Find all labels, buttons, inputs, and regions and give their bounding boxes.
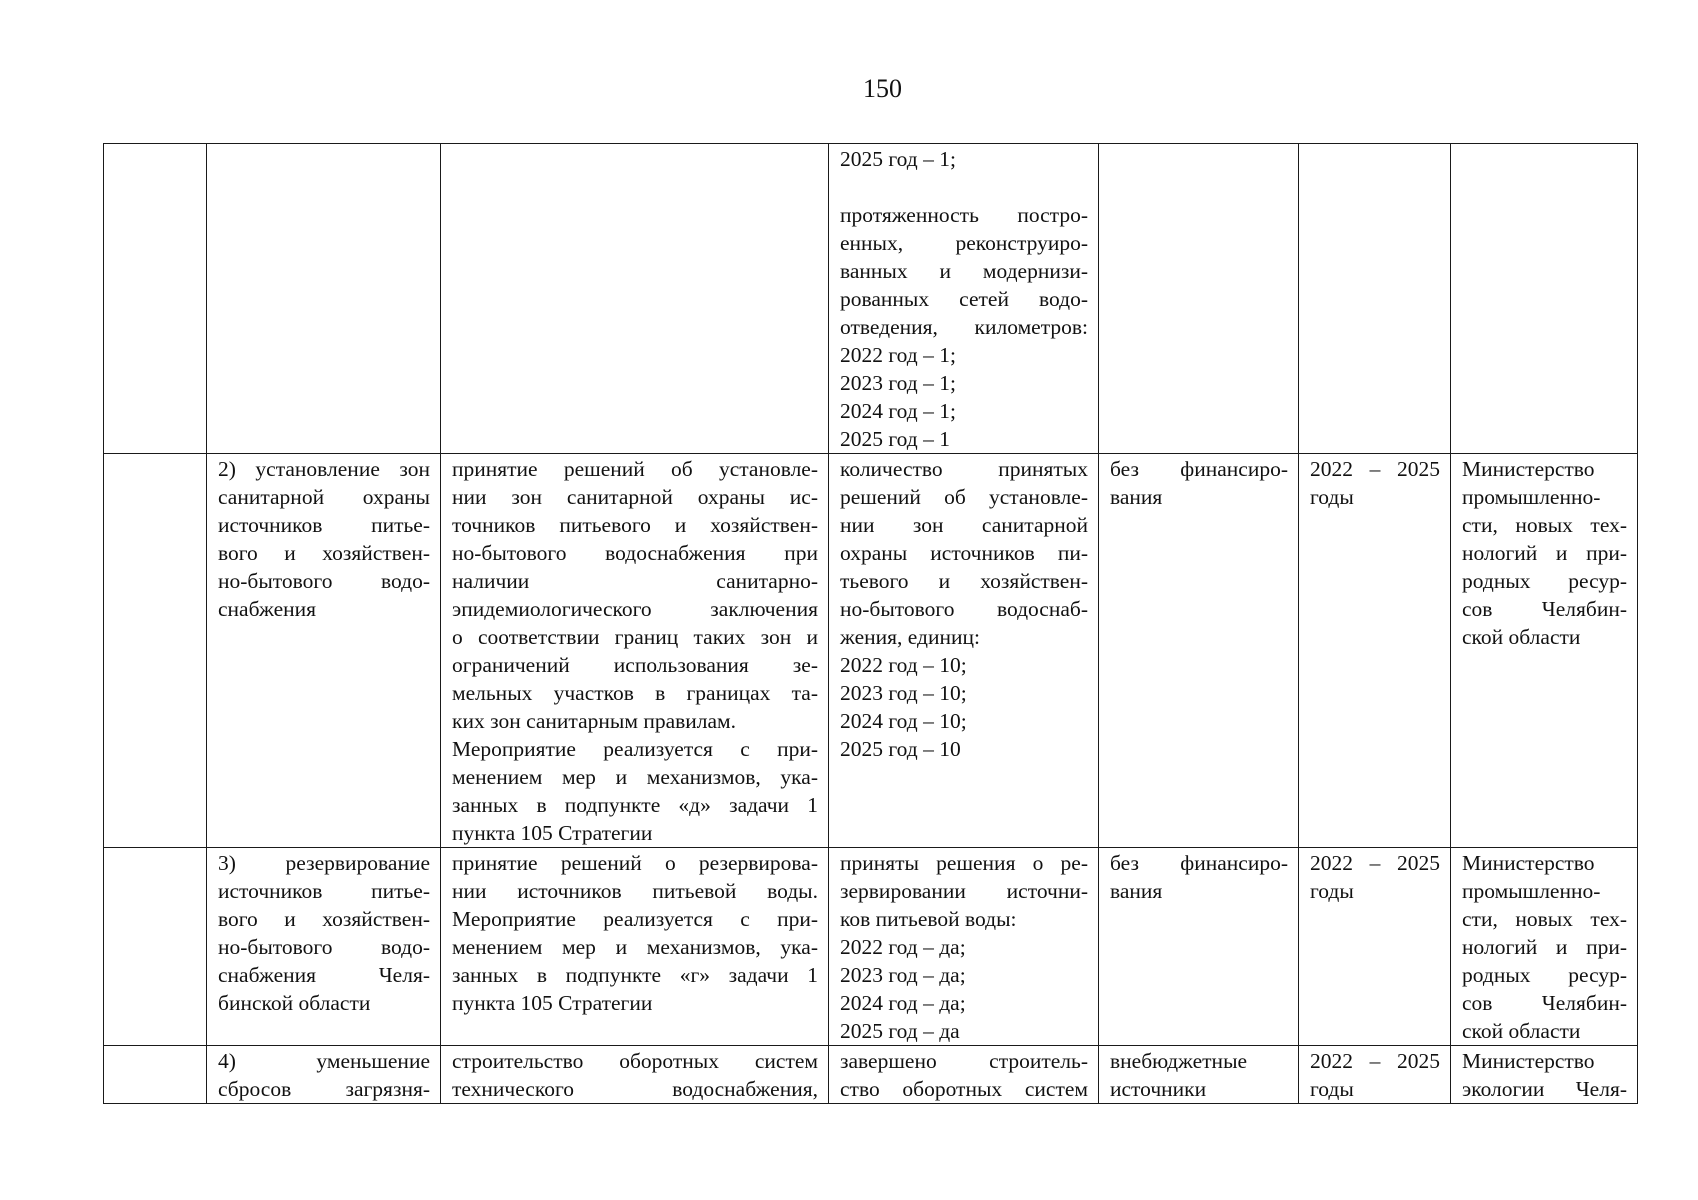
cell-line: ванных и модернизи- bbox=[840, 259, 1088, 283]
cell-line: отведения, километров: bbox=[840, 315, 1088, 339]
cell-line: вого и хозяйствен- bbox=[218, 541, 430, 565]
cell-line: сов Челябин- bbox=[1462, 991, 1627, 1015]
cell-line: енных, реконструиро- bbox=[840, 231, 1088, 255]
cell-line: Мероприятие реализуется с при- bbox=[452, 907, 818, 931]
task-cell bbox=[207, 144, 441, 454]
row-number-cell bbox=[104, 454, 207, 848]
cell-line: пункта 105 Стратегии bbox=[452, 991, 653, 1015]
cell-line: принятие решений об установле- bbox=[452, 457, 818, 481]
cell-line: технического водоснабжения, bbox=[452, 1077, 818, 1101]
cell-line: приняты решения о ре- bbox=[840, 851, 1088, 875]
content-cell bbox=[441, 454, 829, 848]
cell-line: но-бытового водо- bbox=[218, 569, 430, 593]
executor-cell bbox=[1451, 848, 1638, 1046]
cell-line: Министерство bbox=[1462, 851, 1595, 875]
cell-line: 2025 год – да bbox=[840, 1019, 960, 1043]
cell-line: бинской области bbox=[218, 991, 371, 1015]
cell-line: ких зон санитарным правилам. bbox=[452, 709, 737, 733]
cell-line: рованных сетей водо- bbox=[840, 287, 1088, 311]
task-cell bbox=[207, 454, 441, 848]
cell-line: 2025 год – 1 bbox=[840, 427, 950, 451]
cell-line: 2022 – 2025 bbox=[1310, 851, 1440, 875]
cell-line: принятие решений о резервирова- bbox=[452, 851, 818, 875]
cell-line: 2025 год – 1; bbox=[840, 147, 956, 171]
cell-line: 3) резервирование bbox=[218, 851, 430, 875]
period-cell bbox=[1299, 454, 1451, 848]
cell-line: санитарной охраны bbox=[218, 485, 430, 509]
cell-line: 2024 год – 1; bbox=[840, 399, 956, 423]
cell-line: годы bbox=[1310, 1077, 1354, 1101]
cell-line: годы bbox=[1310, 485, 1354, 509]
cell-line: но-бытового водоснаб- bbox=[840, 597, 1088, 621]
period-cell bbox=[1299, 1046, 1451, 1104]
cell-line: источников питье- bbox=[218, 879, 430, 903]
cell-line: нологий и при- bbox=[1462, 541, 1627, 565]
cell-line: без финансиро- bbox=[1110, 851, 1288, 875]
cell-line: вания bbox=[1110, 485, 1163, 509]
task-cell bbox=[207, 1046, 441, 1104]
cell-line: 2023 год – 1; bbox=[840, 371, 956, 395]
cell-line bbox=[840, 173, 1088, 201]
content-cell bbox=[441, 848, 829, 1046]
financing-source-cell bbox=[1099, 144, 1299, 454]
cell-line: ство оборотных систем bbox=[840, 1077, 1088, 1101]
executor-cell bbox=[1451, 144, 1638, 454]
period-cell bbox=[1299, 848, 1451, 1046]
cell-line: Мероприятие реализуется с при- bbox=[452, 737, 818, 761]
row-number-cell bbox=[104, 1046, 207, 1104]
cell-line: занных в подпункте «г» задачи 1 bbox=[452, 963, 818, 987]
cell-line: ской области bbox=[1462, 625, 1581, 649]
financing-source-cell bbox=[1099, 1046, 1299, 1104]
cell-line: родных ресур- bbox=[1462, 963, 1627, 987]
cell-line: 2022 – 2025 bbox=[1310, 457, 1440, 481]
cell-line: снабжения bbox=[218, 597, 317, 621]
result-indicator-cell bbox=[829, 144, 1099, 454]
cell-line: источников питье- bbox=[218, 513, 430, 537]
table-row bbox=[104, 848, 1638, 1046]
row-number-cell bbox=[104, 144, 207, 454]
cell-line: промышленно- bbox=[1462, 485, 1601, 509]
table-row bbox=[104, 144, 1638, 454]
result-indicator-cell bbox=[829, 848, 1099, 1046]
cell-line: завершено строитель- bbox=[840, 1049, 1088, 1073]
row-number-cell bbox=[104, 848, 207, 1046]
cell-line: занных в подпункте «д» задачи 1 bbox=[452, 793, 818, 817]
cell-line: зервировании источни- bbox=[840, 879, 1088, 903]
table-row bbox=[104, 454, 1638, 848]
executor-cell bbox=[1451, 454, 1638, 848]
cell-line: сти, новых тех- bbox=[1462, 513, 1627, 537]
cell-line: решений об установле- bbox=[840, 485, 1088, 509]
cell-line: пункта 105 Стратегии bbox=[452, 821, 653, 845]
cell-line: Министерство bbox=[1462, 457, 1595, 481]
cell-line: 2023 год – 10; bbox=[840, 681, 967, 705]
cell-line: 4) уменьшение bbox=[218, 1049, 430, 1073]
cell-line: 2022 год – 10; bbox=[840, 653, 967, 677]
cell-line: нологий и при- bbox=[1462, 935, 1627, 959]
cell-line: о соответствии границ таких зон и bbox=[452, 625, 818, 649]
cell-line: 2022 – 2025 bbox=[1310, 1049, 1440, 1073]
cell-line: эпидемиологического заключения bbox=[452, 597, 818, 621]
cell-line: нии зон санитарной bbox=[840, 513, 1088, 537]
financing-source-cell bbox=[1099, 848, 1299, 1046]
cell-line: тьевого и хозяйствен- bbox=[840, 569, 1088, 593]
cell-line: мельных участков в границах та- bbox=[452, 681, 818, 705]
cell-line: без финансиро- bbox=[1110, 457, 1288, 481]
cell-line: 2023 год – да; bbox=[840, 963, 966, 987]
cell-line: количество принятых bbox=[840, 457, 1088, 481]
cell-line: точников питьевого и хозяйствен- bbox=[452, 513, 818, 537]
cell-line: нии источников питьевой воды. bbox=[452, 879, 818, 903]
cell-line: ской области bbox=[1462, 1019, 1581, 1043]
cell-line: вания bbox=[1110, 879, 1163, 903]
executor-cell bbox=[1451, 1046, 1638, 1104]
cell-line: менением мер и механизмов, ука- bbox=[452, 935, 818, 959]
cell-line: охраны источников пи- bbox=[840, 541, 1088, 565]
cell-line: 2024 год – 10; bbox=[840, 709, 967, 733]
cell-line: 2025 год – 10 bbox=[840, 737, 961, 761]
cell-line: жения, единиц: bbox=[840, 625, 980, 649]
cell-line: промышленно- bbox=[1462, 879, 1601, 903]
cell-line: менением мер и механизмов, ука- bbox=[452, 765, 818, 789]
cell-line: нии зон санитарной охраны ис- bbox=[452, 485, 818, 509]
cell-line: ков питьевой воды: bbox=[840, 907, 1017, 931]
cell-line: наличии санитарно- bbox=[452, 569, 818, 593]
table-row bbox=[104, 1046, 1638, 1104]
cell-line: 2) установление зон bbox=[218, 457, 430, 481]
cell-line: сбросов загрязня- bbox=[218, 1077, 430, 1101]
cell-line: строительство оборотных систем bbox=[452, 1049, 818, 1073]
cell-line: снабжения Челя- bbox=[218, 963, 430, 987]
cell-line: но-бытового водоснабжения при bbox=[452, 541, 818, 565]
task-cell bbox=[207, 848, 441, 1046]
cell-line: сов Челябин- bbox=[1462, 597, 1627, 621]
cell-line: 2024 год – да; bbox=[840, 991, 966, 1015]
cell-line: родных ресур- bbox=[1462, 569, 1627, 593]
content-cell bbox=[441, 144, 829, 454]
cell-line: 2022 год – 1; bbox=[840, 343, 956, 367]
content-cell bbox=[441, 1046, 829, 1104]
period-cell bbox=[1299, 144, 1451, 454]
measures-table bbox=[103, 143, 1638, 1104]
cell-line: ограничений использования зе- bbox=[452, 653, 818, 677]
result-indicator-cell bbox=[829, 1046, 1099, 1104]
cell-line: сти, новых тех- bbox=[1462, 907, 1627, 931]
page-number: 150 bbox=[863, 74, 902, 103]
cell-line: Министерство bbox=[1462, 1049, 1595, 1073]
cell-line: внебюджетные bbox=[1110, 1049, 1248, 1073]
cell-line: источники bbox=[1110, 1077, 1207, 1101]
cell-line: 2022 год – да; bbox=[840, 935, 966, 959]
financing-source-cell bbox=[1099, 454, 1299, 848]
cell-line: но-бытового водо- bbox=[218, 935, 430, 959]
cell-line: экологии Челя- bbox=[1462, 1077, 1627, 1101]
cell-line: вого и хозяйствен- bbox=[218, 907, 430, 931]
result-indicator-cell bbox=[829, 454, 1099, 848]
cell-line: годы bbox=[1310, 879, 1354, 903]
cell-line: протяженность постро- bbox=[840, 203, 1088, 227]
